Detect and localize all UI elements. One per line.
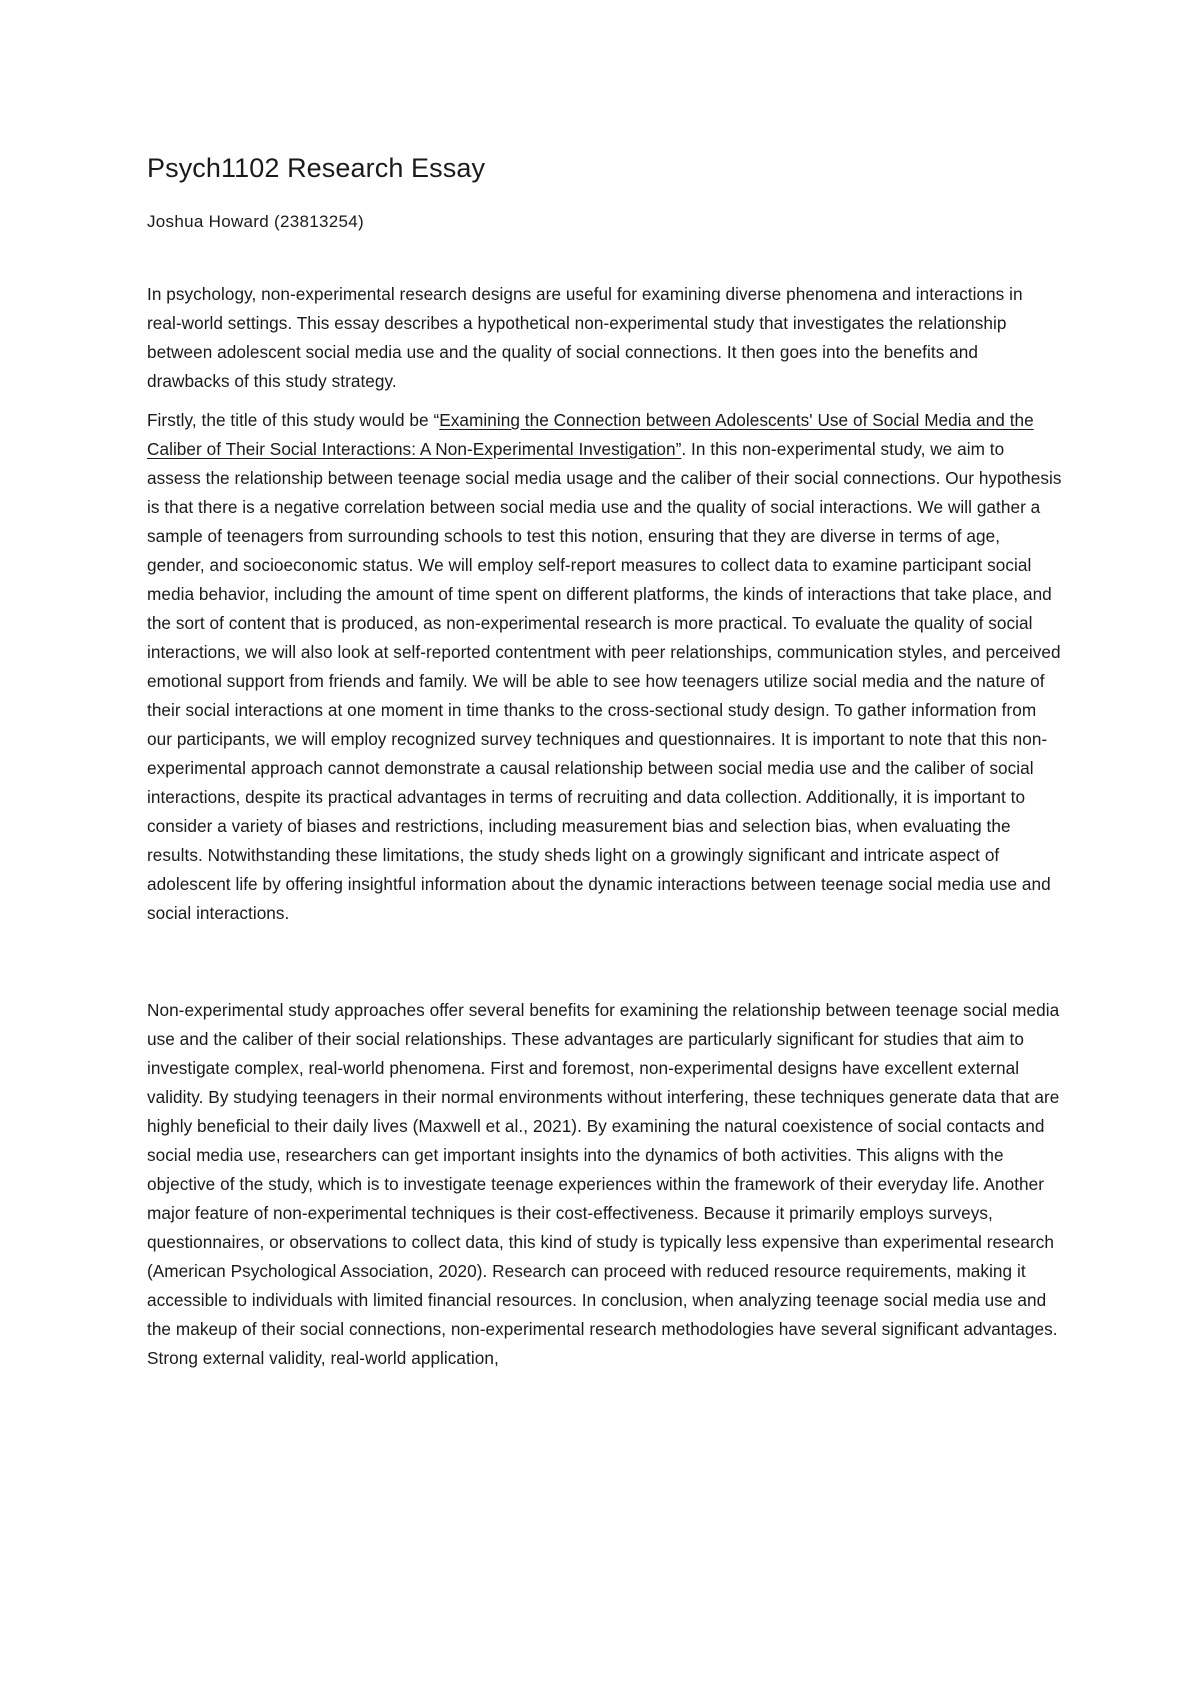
paragraph-study-design-body: . In this non-experimental study, we aim to assess the relationship between teenage social media usage and the caliber of their social connections. Our hypothesis is that there is a negative correlation between social media use and the quality of social interactions. We will gather a sample of teenagers from surrounding schools to test this notion, ensuring that they are diverse in terms of age, gender, and socioeconomic status. We will employ self-report measures to collect data to examine participant social media behavior, including the amount of time spent on different platforms, the kinds of interactions that take place, and the sort of content that is produced, as non-experimental research is more practical. To evaluate the quality of social interactions, we will also look at self-reported contentment with peer relationships, communication styles, and perceived emotional support from friends and family. We will be able to see how teenagers utilize social media and the nature of their social interactions at one moment in time thanks to the cross-sectional study design. To gather information from our participants, we will employ recognized survey techniques and questionnaires. It is important to note that this non-experimental approach cannot demonstrate a causal relationship between social media use and the caliber of social interactions, despite its practical advantages in terms of recruiting and data collection. Additionally, it is important to consider a variety of biases and restrictions, including measurement bias and selection bias, when evaluating the results. Notwithstanding these limitations, the study sheds light on a growingly significant and intricate aspect of adolescent life by offering insightful information about the dynamic interactions between teenage social media use and social interactions. <box>147 439 1062 923</box>
author-line: Joshua Howard (23813254) <box>147 212 365 231</box>
document-body <box>147 150 1062 1383</box>
study-title-underlined: Examining the Connection between Adolescents' Use of Social Media and the Caliber of Their Social Interactions: A Non-Experimental Investigation” <box>147 410 1034 459</box>
page-title: Psych1102 Research Essay <box>147 153 486 183</box>
paragraph-study-design-intro: Firstly, the title of this study would be “ <box>147 410 440 430</box>
paragraph-introduction: In psychology, non-experimental research designs are useful for examining diverse phenomena and interactions in real-world settings. This essay describes a hypothetical non-experimental study that investigates the relationship between adolescent social media use and the quality of social connections. It then goes into the benefits and drawbacks of this study strategy. <box>147 284 1023 391</box>
paragraph-study-design <box>147 406 1062 928</box>
paragraph-benefits: Non-experimental study approaches offer several benefits for examining the relationship between teenage social media use and the caliber of their social relationships. These advantages are particularly significant for studies that aim to investigate complex, real-world phenomena. First and foremost, non-experimental designs have excellent external validity. By studying teenagers in their normal environments without interfering, these techniques generate data that are highly beneficial to their daily lives (Maxwell et al., 2021). By examining the natural coexistence of social contacts and social media use, researchers can get important insights into the dynamics of both activities. This aligns with the objective of the study, which is to investigate teenage experiences within the framework of their everyday life. Another major feature of non-experimental techniques is their cost-effectiveness. Because it primarily employs surveys, questionnaires, or observations to collect data, this kind of study is typically less expensive than experimental research (American Psychological Association, 2020). Research can proceed with reduced resource requirements, making it accessible to individuals with limited financial resources. In conclusion, when analyzing teenage social media use and the makeup of their social connections, non-experimental research methodologies have several significant advantages. Strong external validity, real-world application, <box>147 1000 1060 1368</box>
